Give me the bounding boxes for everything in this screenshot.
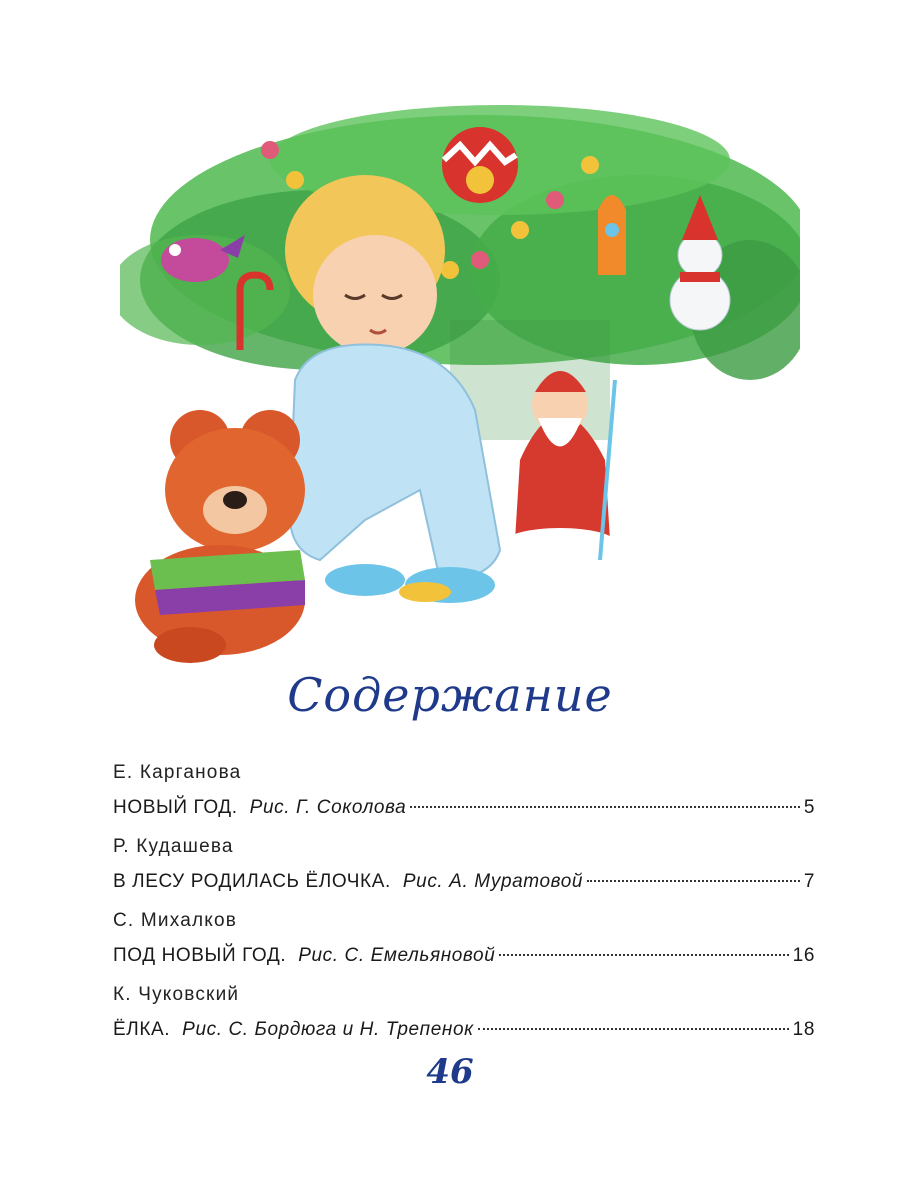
toc-work-title: ПОД НОВЫЙ ГОД. — [113, 945, 287, 966]
christmas-illustration — [120, 80, 800, 670]
toc-author: Р. Кудашева — [113, 836, 234, 857]
toc-author: К. Чуковский — [113, 984, 240, 1005]
toc-entry[interactable] — [113, 1012, 815, 1048]
toc-work-title: ЁЛКА. — [113, 1019, 171, 1040]
toc-entry[interactable] — [113, 938, 815, 974]
page-number: 46 — [426, 1052, 474, 1092]
toc-illustrator-credit: Рис. С. Бордюга и Н. Трепенок — [182, 1019, 474, 1040]
rocket-ornament — [598, 195, 626, 275]
teddy-bear — [135, 410, 305, 663]
toc-illustrator-credit: Рис. А. Муратовой — [402, 871, 584, 892]
toc-entry[interactable] — [113, 790, 815, 826]
toc-work-title: В ЛЕСУ РОДИЛАСЬ ЁЛОЧКА. — [113, 871, 391, 892]
toc-title: Содержание — [287, 668, 613, 722]
toc-entry[interactable] — [113, 864, 815, 900]
toc-item — [113, 756, 815, 826]
toc-illustrator-credit: Рис. Г. Соколова — [249, 797, 407, 818]
toc-author: С. Михалков — [113, 910, 238, 931]
toc-leader-dots — [499, 954, 788, 956]
toc-page-number: 5 — [803, 797, 815, 818]
table-of-contents — [113, 756, 815, 1052]
toc-item — [113, 904, 815, 974]
toc-item — [113, 978, 815, 1048]
toc-page-number: 16 — [792, 945, 815, 966]
toc-item — [113, 830, 815, 900]
toc-author: Е. Карганова — [113, 762, 242, 783]
toc-work-title: НОВЫЙ ГОД. — [113, 797, 238, 818]
toc-leader-dots — [478, 1028, 789, 1030]
toc-illustrator-credit: Рис. С. Емельяновой — [298, 945, 496, 966]
toc-page-number: 18 — [792, 1019, 815, 1040]
toc-leader-dots — [587, 880, 800, 882]
toc-page-number: 7 — [803, 871, 815, 892]
ornament-ball — [442, 127, 518, 203]
toc-leader-dots — [410, 806, 800, 808]
